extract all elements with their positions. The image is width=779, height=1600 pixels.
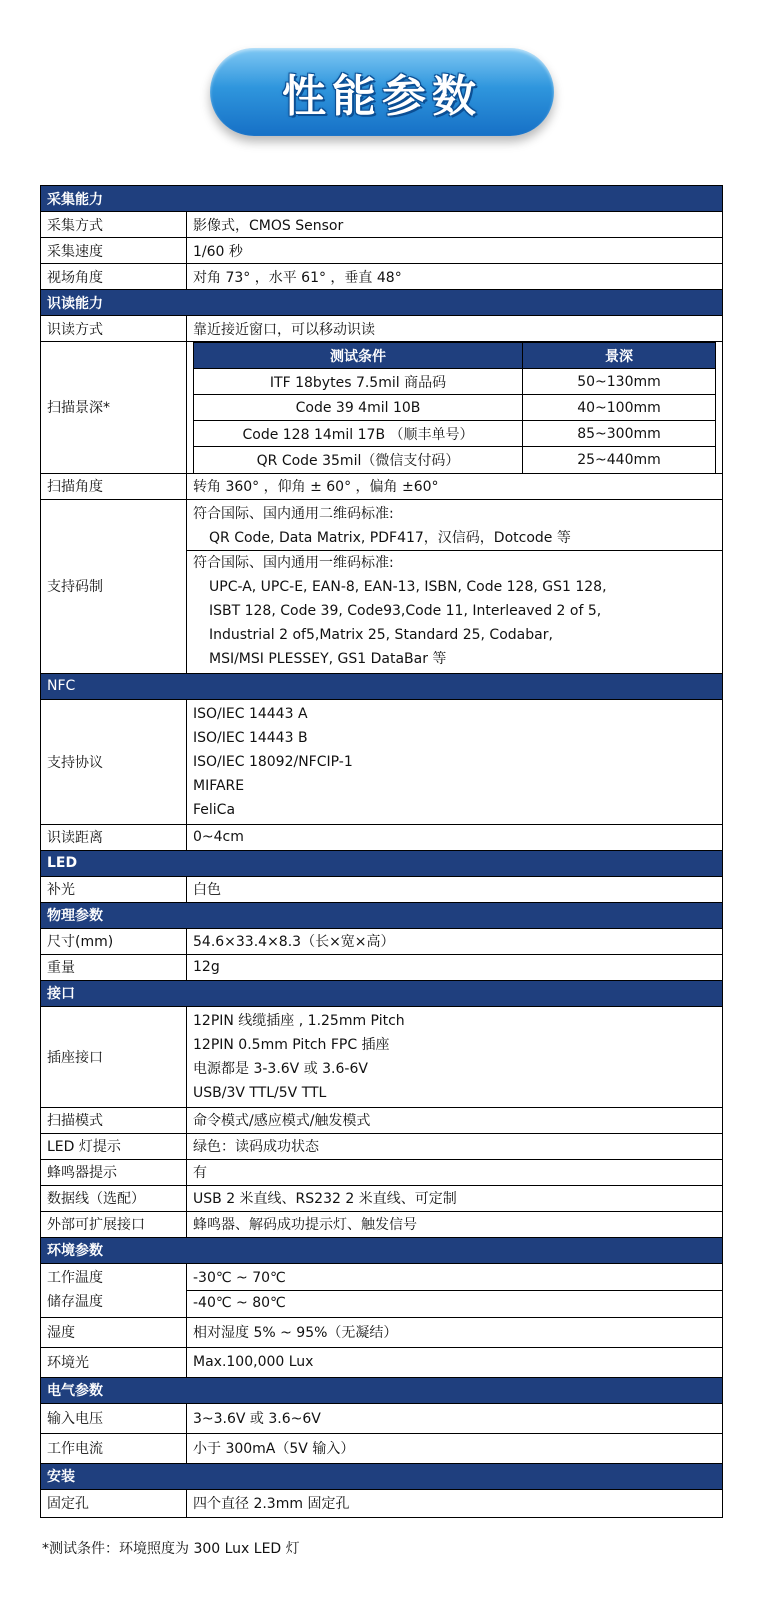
section-header-electrical: 电气参数 [41, 1377, 723, 1403]
table-row: 补光 白色 [41, 876, 723, 902]
table-row: 识读距离 0~4cm [41, 824, 723, 850]
table-row: LED 灯提示 绿色：读码成功状态 [41, 1133, 723, 1159]
table-row: ITF 18bytes 7.5mil 商品码 50~130mm [194, 369, 716, 395]
depth-of-field-table [193, 342, 716, 473]
table-row: 蜂鸣器提示 有 [41, 1159, 723, 1185]
section-header-capture: 采集能力 [41, 186, 723, 212]
table-row: 外部可扩展接口 蜂鸣器、解码成功提示灯、触发信号 [41, 1211, 723, 1237]
table-row: Code 128 14mil 17B （顺丰单号） 85~300mm [194, 421, 716, 447]
table-row: 环境光 Max.100,000 Lux [41, 1347, 723, 1377]
symbology-row: 支持码制 符合国际、国内通用二维码标准: QR Code, Data Matrix, PDF417，汉信码，Dotcode 等 符合国际、国内通用一维码标准: UPC-A, UPC-E, EAN-8, EAN-13, ISBN, Code 128, GS1 128, ISBT 128, Code 39, Code93,Code 11, Interleaved 2 of 5, Industrial 2 of5,Matrix 25, Standard 25, Codabar, MSI/MSI PLESSEY, GS1 DataBar 等 [41, 499, 723, 673]
page-title: 性能参数 [282, 71, 482, 122]
table-row: QR Code 35mil（微信支付码） 25~440mm [194, 447, 716, 473]
table-row: 重量 12g [41, 954, 723, 980]
table-row: 扫描角度 转角 360° ，仰角 ± 60° ，偏角 ±60° [41, 473, 723, 499]
table-row: 采集方式 影像式，CMOS Sensor [41, 212, 723, 238]
depth-header-row: 测试条件 景深 [194, 343, 716, 369]
table-row: 工作电流 小于 300mA（5V 输入） [41, 1433, 723, 1463]
section-header-reading: 识读能力 [41, 290, 723, 316]
temperature-row: 工作温度 储存温度 -30℃ ~ 70℃ -40℃ ~ 80℃ [41, 1263, 723, 1317]
table-row: 输入电压 3~3.6V 或 3.6~6V [41, 1403, 723, 1433]
nfc-protocol-row: 支持协议 ISO/IEC 14443 A ISO/IEC 14443 B ISO/IEC 18092/NFCIP-1 MIFARE FeliCa [41, 699, 723, 824]
depth-of-field-row: 扫描景深* 测试条件 景深 ITF 18bytes 7.5mil 商品码 50~130mm Code 39 4mil 10B 40~100mm Code 128 14mil 17B （顺丰单号） 85~300mm QR Code 35mil（微信支付码） 25~440mm [41, 342, 723, 474]
section-header-led: LED [41, 850, 723, 876]
footnote: *测试条件：环境照度为 300 Lux LED 灯 [42, 1541, 300, 1557]
section-header-environment: 环境参数 [41, 1237, 723, 1263]
section-header-interface: 接口 [41, 980, 723, 1006]
table-row: 识读方式 靠近接近窗口，可以移动识读 [41, 316, 723, 342]
spec-table [40, 185, 723, 1518]
section-header-nfc: NFC [41, 673, 723, 699]
section-header-physical: 物理参数 [41, 902, 723, 928]
title-banner [210, 48, 554, 136]
table-row: Code 39 4mil 10B 40~100mm [194, 395, 716, 421]
table-row: 尺寸(mm) 54.6×33.4×8.3（长×宽×高） [41, 928, 723, 954]
table-row: 数据线（选配） USB 2 米直线、RS232 2 米直线、可定制 [41, 1185, 723, 1211]
table-row: 采集速度 1/60 秒 [41, 238, 723, 264]
table-row: 扫描模式 命令模式/感应模式/触发模式 [41, 1107, 723, 1133]
section-header-mounting: 安装 [41, 1463, 723, 1489]
table-row: 视场角度 对角 73° ，水平 61° ，垂直 48° [41, 264, 723, 290]
table-row: 湿度 相对湿度 5% ~ 95%（无凝结） [41, 1317, 723, 1347]
table-row: 固定孔 四个直径 2.3mm 固定孔 [41, 1489, 723, 1517]
socket-row: 插座接口 12PIN 线缆插座 , 1.25mm Pitch 12PIN 0.5mm Pitch FPC 插座 电源都是 3-3.6V 或 3.6-6V USB/3V TTL/5V TTL [41, 1006, 723, 1107]
